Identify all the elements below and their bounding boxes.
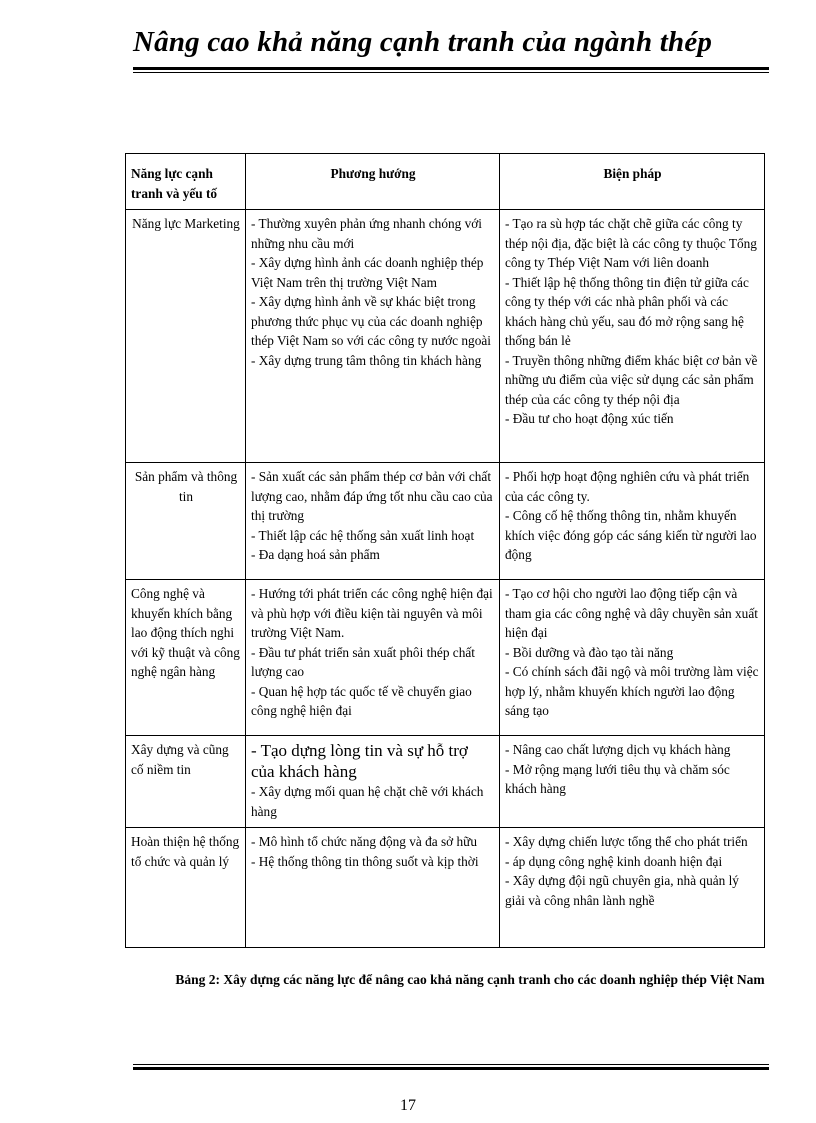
direction-text: - Sản xuất các sản phẩm thép cơ bản với chất lượng cao, nhằm đáp ứng tốt nhu cầu cao của thị trường - Thiết lập các hệ thống sản xuất linh hoạt - Đa dạng hoá sản phẩm — [251, 469, 493, 562]
factor-cell — [126, 828, 246, 948]
factor-cell — [126, 463, 246, 580]
direction-cell — [246, 736, 500, 828]
header-col-measures: Biện pháp — [500, 154, 765, 210]
measures-text: - Nâng cao chất lượng dịch vụ khách hàng - Mở rộng mạng lưới tiêu thụ và chăm sóc khách hàng — [505, 742, 731, 796]
measures-text: - Xây dựng chiến lược tổng thể cho phát triển - áp dụng công nghệ kinh doanh hiện đại - Xây dựng đội ngũ chuyên gia, nhà quản lý giải và công nhân lành nghề — [505, 834, 748, 908]
measures-text: - Tạo ra sù hợp tác chặt chẽ giữa các công ty thép nội địa, đặc biệt là các công ty thuộc Tổng công ty Thép Việt Nam với liên doanh - Thiết lập hệ thống thông tin điện tử giữa các công ty thép với các nhà phân phối và các khách hàng chủ yếu, sau đó mở rộng sang hệ thống bán lẻ - Truyền thông những điểm khác biệt cơ bản về những ưu điểm của việc sử dụng các sản phẩm thép của các công ty thép nội địa - Đầu tư cho hoạt động xúc tiến — [505, 216, 758, 426]
table-row — [126, 580, 765, 736]
table-row — [126, 210, 765, 463]
measures-cell — [500, 828, 765, 948]
page-number: 17 — [400, 1097, 416, 1114]
direction-text: - Hướng tới phát triển các công nghệ hiện đại và phù hợp với điều kiện tài nguyên và môi trường Việt Nam. - Đầu tư phát triển sản xuất phôi thép chất lượng cao - Quan hệ hợp tác quốc tế về chuyển giao công nghệ hiện đại — [251, 586, 493, 718]
factor-text: Năng lực Marketing — [132, 216, 240, 231]
footer-rule-thick — [133, 1067, 769, 1070]
direction-emphasis-text: - Tạo dựng lòng tin và sự hỗ trợ của khách hàng — [251, 741, 468, 781]
measures-cell — [500, 736, 765, 828]
header-col-direction: Phương hướng — [246, 154, 500, 210]
factor-cell — [126, 736, 246, 828]
direction-text: - Thường xuyên phản ứng nhanh chóng với những nhu cầu mới - Xây dựng hình ảnh các doanh nghiệp thép Việt Nam trên thị trường Việt Nam - Xây dựng hình ảnh về sự khác biệt trong phương thức phục vụ của các doanh nghiệp thép Việt Nam so với các công ty nước ngoài - Xây dựng trung tâm thông tin khách hàng — [251, 216, 491, 368]
measures-cell — [500, 210, 765, 463]
factor-cell — [126, 580, 246, 736]
table-row — [126, 463, 765, 580]
footer-rule-thin — [133, 1064, 769, 1065]
factor-text: Xây dựng và cũng cố niềm tin — [131, 742, 229, 777]
factor-cell — [126, 210, 246, 463]
factor-text: Công nghệ và khuyến khích bằng lao động thích nghi với kỹ thuật và công nghệ ngân hàng — [131, 586, 240, 679]
direction-cell — [246, 580, 500, 736]
capability-table — [125, 153, 765, 948]
measures-cell — [500, 580, 765, 736]
measures-text: - Phối hợp hoạt động nghiên cứu và phát triển của các công ty. - Công cố hệ thống thông tin, nhằm khuyến khích việc đóng góp các sáng kiến từ người lao động — [505, 469, 757, 562]
factor-text: Sản phẩm và thông tin — [134, 469, 238, 504]
page-header-title: Nâng cao khả năng cạnh tranh của ngành thép — [133, 26, 713, 58]
table-caption: Bảng 2: Xây dựng các năng lực để nâng cao khả năng cạnh tranh cho các doanh nghiệp thép Việt Nam — [175, 972, 765, 987]
header-rule-thick — [133, 67, 769, 70]
direction-text: - Mô hình tổ chức năng động và đa sở hữu - Hệ thống thông tin thông suốt và kịp thời — [251, 834, 479, 869]
direction-cell — [246, 828, 500, 948]
direction-text: - Xây dựng mối quan hệ chặt chẽ với khách hàng — [251, 784, 484, 819]
factor-text: Hoàn thiện hệ thống tổ chức và quản lý — [131, 834, 240, 869]
table-row — [126, 828, 765, 948]
measures-text: - Tạo cơ hội cho người lao động tiếp cận và tham gia các công nghệ và dây chuyền sản xuất hiện đại - Bồi dưỡng và đào tạo tài năng - Có chính sách đãi ngộ và môi trường làm việc hợp lý, nhằm khuyến khích người lao động sáng tạo — [505, 586, 759, 718]
table-row — [126, 736, 765, 828]
header-col-capability: Năng lực cạnh tranh và yếu tố — [126, 154, 246, 210]
direction-cell — [246, 463, 500, 580]
measures-cell — [500, 463, 765, 580]
direction-cell — [246, 210, 500, 463]
table-header-row — [126, 154, 765, 210]
header-rule-thin — [133, 72, 769, 73]
